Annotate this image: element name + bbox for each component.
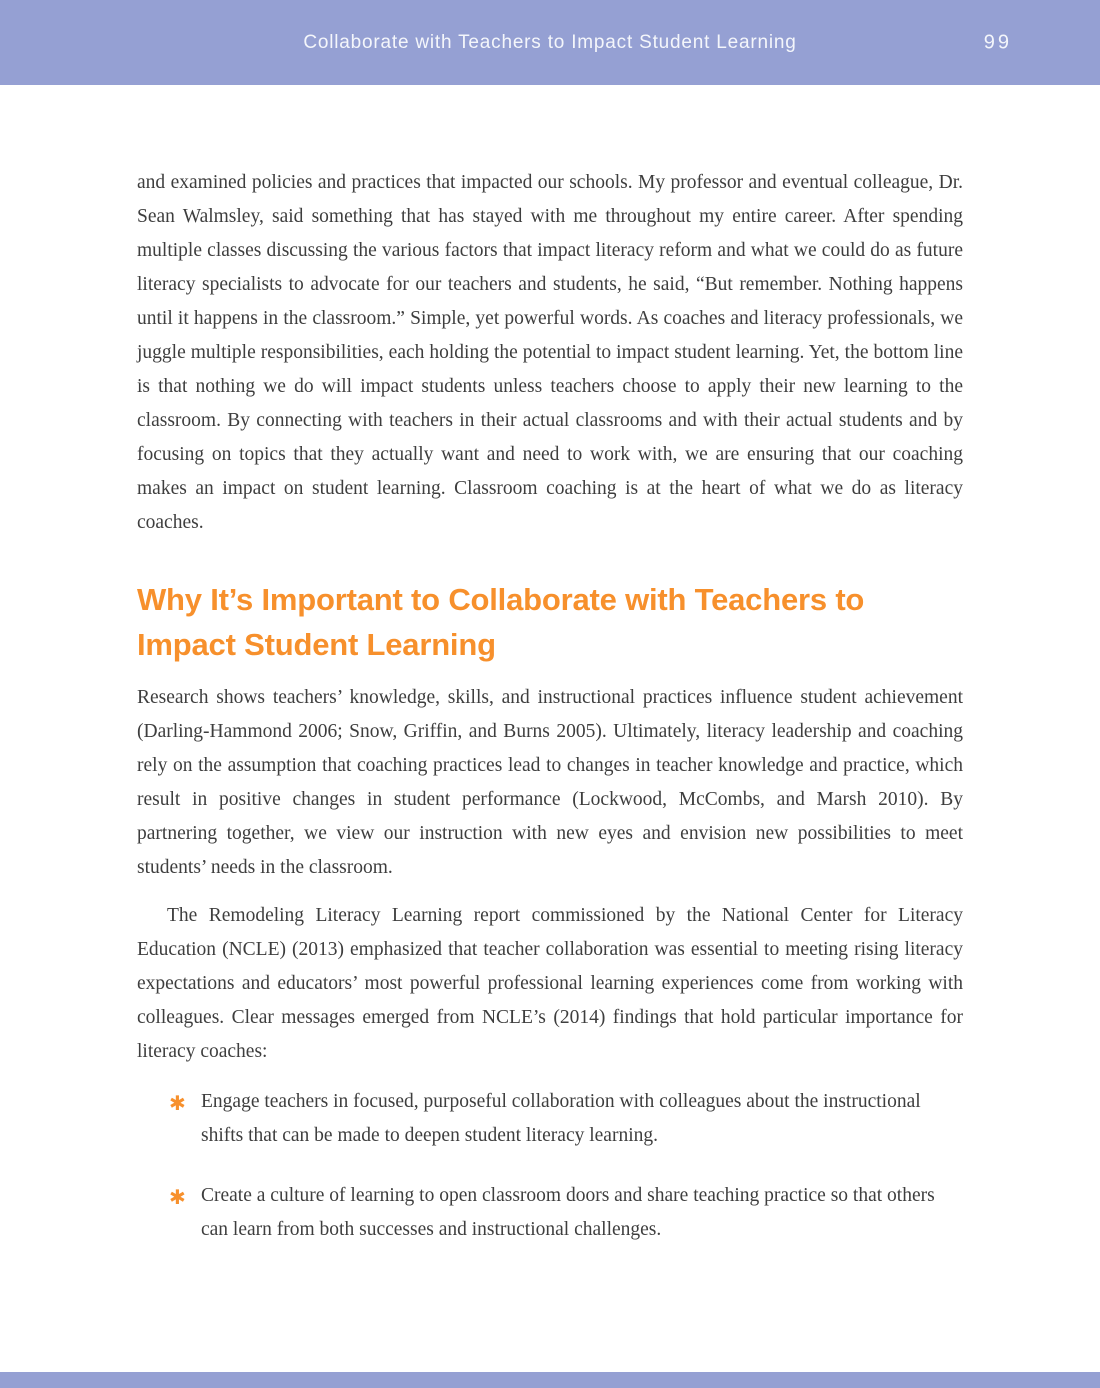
asterisk-bullet-icon: ✱ — [169, 1185, 186, 1209]
running-head-bar — [0, 0, 1100, 85]
paragraph-classroom-impact: and examined policies and practices that impacted our schools. My professor and eventual colleague, Dr. Sean Walmsley, said something that has stayed with me throughout my entire career. After spending multiple classes discussing the various factors that impact literacy reform and what we could do as future literacy specialists to advocate for our teachers and students, he said, “But remember. Nothing happens until it happens in the classroom.” Simple, yet powerful words. As coaches and literacy professionals, we juggle multiple responsibilities, each holding the potential to impact student learning. Yet, the bottom line is that nothing we do will impact students unless teachers choose to apply their new learning to the classroom. By connecting with teachers in their actual classrooms and with their actual students and by focusing on topics that they actually want and need to work with, we are ensuring that our coaching makes an impact on student learning. Classroom coaching is at the heart of what we do as literacy coaches. — [137, 172, 963, 533]
footer-edge-bar — [0, 1372, 1100, 1388]
paragraph-research: Research shows teachers’ knowledge, skills, and instructional practices influence student achievement (Darling-Hammond 2006; Snow, Griffin, and Burns 2005). Ultimately, literacy leadership and coaching rely on the assumption that coaching practices lead to changes in teacher knowledge and practice, which result in positive changes in student performance (Lockwood, McCombs, and Marsh 2010). By partnering together, we view our instruction with new eyes and envision new possibilities to meet students’ needs in the classroom. — [137, 687, 963, 878]
paragraph-ncle-report: The Remodeling Literacy Learning report commissioned by the National Center for Literacy Education (NCLE) (2013) emphasized that teacher collaboration was essential to meeting rising literacy expectations and educators’ most powerful professional learning experiences come from working with colleagues. Clear messages emerged from NCLE’s (2014) findings that hold particular importance for literacy coaches: — [137, 905, 963, 1062]
list-item — [137, 1179, 963, 1247]
section-heading-line-2: Impact Student Learning — [137, 627, 496, 662]
page-number: 99 — [983, 31, 1012, 53]
running-head-title: Collaborate with Teachers to Impact Student Learning — [303, 31, 797, 53]
list-item-text: Create a culture of learning to open classroom doors and share teaching practice so that others can learn from both successes and instructional challenges. — [201, 1185, 935, 1240]
section-heading — [137, 577, 963, 667]
page-content — [137, 85, 963, 1273]
list-item-text: Engage teachers in focused, purposeful collaboration with colleagues about the instructional shifts that can be made to deepen student literacy learning. — [201, 1091, 921, 1146]
asterisk-bullet-icon: ✱ — [169, 1091, 186, 1115]
ncle-findings-list — [137, 1085, 963, 1247]
list-item — [137, 1085, 963, 1153]
section-heading-line-1: Why It’s Important to Collaborate with Teachers to — [137, 582, 865, 617]
